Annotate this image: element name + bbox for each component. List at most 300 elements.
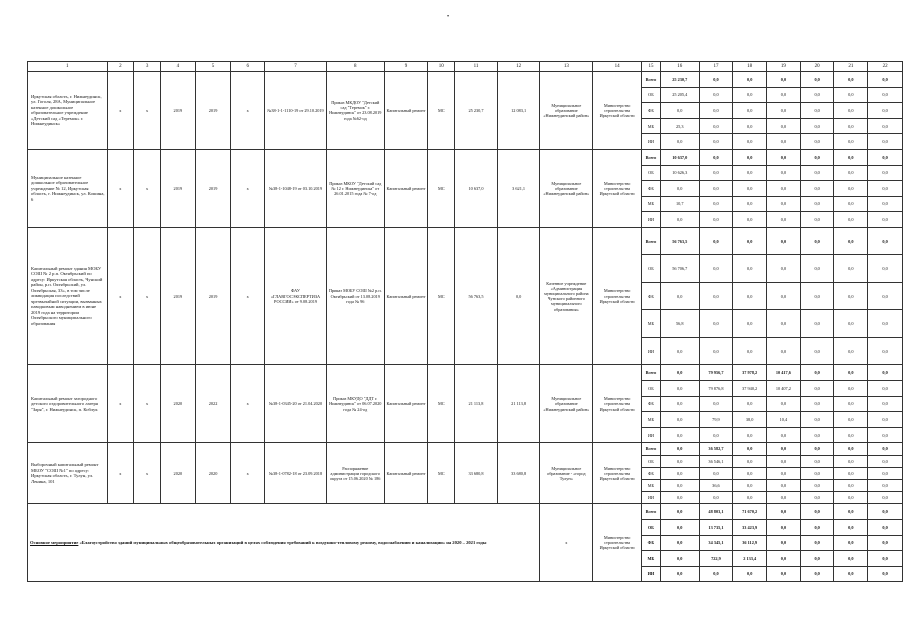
- funding-value: 0,0: [800, 535, 834, 551]
- funding-value: 0,0: [699, 149, 733, 165]
- funding-value: 0,0: [834, 227, 868, 255]
- funding-value: 37 940,2: [733, 381, 767, 397]
- funding-value: 0,0: [660, 282, 699, 310]
- funding-value: 10,4: [767, 412, 801, 428]
- funding-value: 0,0: [834, 103, 868, 119]
- funding-value: 0,0: [733, 310, 767, 338]
- funding-source: ОБ: [641, 455, 660, 467]
- object-c9: Капитальный ремонт: [384, 72, 428, 150]
- funding-source: ОБ: [641, 381, 660, 397]
- funding-value: 0,0: [767, 118, 801, 134]
- funding-value: 0,0: [767, 455, 801, 467]
- header-cell: 6: [231, 62, 265, 72]
- summary-row: [28, 504, 903, 520]
- object-c4: 2020: [160, 443, 195, 504]
- funding-value: 0,0: [733, 165, 767, 181]
- funding-value: 0,0: [733, 255, 767, 283]
- funding-value: 36 546,1: [699, 455, 733, 467]
- funding-value: 0,0: [868, 149, 903, 165]
- funding-value: 0,0: [767, 492, 801, 504]
- funding-value: 0,0: [834, 212, 868, 228]
- header-cell: 5: [195, 62, 231, 72]
- object-c8: Распоряжение администрации городского округа от 15.06.2020 № 186: [326, 443, 384, 504]
- funding-value: 56 763,5: [660, 227, 699, 255]
- funding-value: 36,6: [699, 479, 733, 491]
- funding-value: 0,0: [699, 103, 733, 119]
- funding-value: 0,0: [800, 181, 834, 197]
- object-name: Капитальный ремонт загородного детского оздоровительного лагеря "Заря", г. Нижнеудинск, п. Коблук: [28, 365, 108, 443]
- funding-value: 722,9: [699, 551, 733, 567]
- funding-value: 0,0: [767, 181, 801, 197]
- funding-value: 0,0: [660, 566, 699, 582]
- header-cell: 4: [160, 62, 195, 72]
- funding-value: 0,0: [834, 492, 868, 504]
- funding-value: 0,0: [800, 87, 834, 103]
- funding-value: 0,0: [699, 87, 733, 103]
- funding-value: 0,0: [699, 396, 733, 412]
- funding-value: 0,0: [699, 282, 733, 310]
- program-table: [27, 61, 903, 582]
- funding-value: 0,0: [834, 87, 868, 103]
- funding-value: 0,0: [733, 282, 767, 310]
- funding-value: 0,0: [660, 455, 699, 467]
- object-c4: 2019: [160, 149, 195, 227]
- funding-value: 56,8: [660, 310, 699, 338]
- funding-value: 0,0: [767, 72, 801, 88]
- object-c11: 10 637,0: [455, 149, 498, 227]
- funding-value: 0,0: [834, 551, 868, 567]
- funding-value: 0,0: [868, 455, 903, 467]
- funding-value: 0,0: [868, 212, 903, 228]
- funding-value: 0,0: [767, 467, 801, 479]
- funding-value: 0,0: [834, 566, 868, 582]
- object-c3: х: [134, 365, 161, 443]
- object-c9: Капитальный ремонт: [384, 365, 428, 443]
- funding-value: 0,0: [800, 134, 834, 150]
- funding-value: 0,0: [699, 310, 733, 338]
- funding-value: 0,0: [834, 381, 868, 397]
- funding-value: 0,0: [699, 337, 733, 365]
- funding-value: 0,0: [800, 118, 834, 134]
- funding-value: 0,0: [868, 196, 903, 212]
- funding-value: 0,0: [834, 479, 868, 491]
- object-c3: х: [134, 72, 161, 150]
- funding-value: 0,0: [660, 535, 699, 551]
- funding-value: 0,0: [800, 519, 834, 535]
- funding-value: 0,0: [767, 196, 801, 212]
- funding-value: 0,0: [660, 381, 699, 397]
- object-c10: МС: [428, 443, 455, 504]
- funding-value: 0,0: [868, 427, 903, 443]
- funding-value: 0,0: [800, 72, 834, 88]
- funding-value: 0,0: [868, 551, 903, 567]
- funding-value: 0,0: [660, 479, 699, 491]
- funding-value: 0,0: [733, 396, 767, 412]
- header-cell: 7: [265, 62, 327, 72]
- funding-value: 0,0: [733, 149, 767, 165]
- object-c6: х: [231, 72, 265, 150]
- funding-value: 0,0: [868, 72, 903, 88]
- funding-source: ОБ: [641, 165, 660, 181]
- object-c11: 25 230,7: [455, 72, 498, 150]
- funding-source: ИИ: [641, 427, 660, 443]
- header-cell: 22: [868, 62, 903, 72]
- funding-value: 0,0: [767, 165, 801, 181]
- funding-value: 0,0: [699, 427, 733, 443]
- object-c8: Приказ МКУДО "ДДТ г. Нижнеудинск" от 06.07.2020 года № 24-од: [326, 365, 384, 443]
- funding-value: 0,0: [699, 492, 733, 504]
- funding-value: 0,0: [800, 365, 834, 381]
- funding-source: ФБ: [641, 535, 660, 551]
- funding-value: 0,0: [767, 227, 801, 255]
- funding-value: 0,0: [800, 103, 834, 119]
- funding-value: 0,0: [834, 196, 868, 212]
- funding-source: ОБ: [641, 519, 660, 535]
- funding-value: 0,0: [834, 134, 868, 150]
- funding-value: 0,0: [660, 551, 699, 567]
- object-c10: МС: [428, 72, 455, 150]
- funding-source: ИИ: [641, 212, 660, 228]
- funding-value: 0,0: [767, 337, 801, 365]
- funding-value: 0,0: [868, 165, 903, 181]
- funding-value: 0,0: [868, 310, 903, 338]
- funding-value: 0,0: [800, 310, 834, 338]
- funding-source: ФБ: [641, 396, 660, 412]
- funding-value: 0,0: [699, 566, 733, 582]
- header-cell: 18: [733, 62, 767, 72]
- funding-value: 0,0: [800, 479, 834, 491]
- funding-value: 0,0: [868, 519, 903, 535]
- object-name: Выборочный капитальный ремонт МБОУ "СОШ №1" по адресу: Иркутская область, г. Тулун, ул. Ленина, 101: [28, 443, 108, 504]
- funding-value: 0,0: [868, 337, 903, 365]
- object-c14: Министерство строительства Иркутской области: [593, 149, 642, 227]
- funding-value: 0,0: [800, 427, 834, 443]
- header-cell: 3: [134, 62, 161, 72]
- funding-value: 56 706,7: [660, 255, 699, 283]
- table-row: [28, 365, 903, 381]
- funding-value: 79 876,8: [699, 381, 733, 397]
- object-c9: Капитальный ремонт: [384, 227, 428, 365]
- funding-value: 0,0: [800, 282, 834, 310]
- object-c4: 2020: [160, 365, 195, 443]
- object-c6: х: [231, 227, 265, 365]
- funding-value: 0,0: [660, 337, 699, 365]
- funding-value: 0,0: [868, 566, 903, 582]
- funding-value: 0,0: [834, 337, 868, 365]
- funding-value: 0,0: [800, 196, 834, 212]
- header-cell: 16: [660, 62, 699, 72]
- object-c10: МС: [428, 227, 455, 365]
- funding-value: 0,0: [767, 535, 801, 551]
- funding-value: 0,0: [868, 479, 903, 491]
- funding-value: 25,3: [660, 118, 699, 134]
- object-c6: х: [231, 149, 265, 227]
- funding-value: 0,0: [834, 412, 868, 428]
- funding-value: 0,0: [800, 455, 834, 467]
- funding-value: 0,0: [767, 134, 801, 150]
- funding-value: 0,0: [733, 212, 767, 228]
- object-c6: х: [231, 443, 265, 504]
- funding-value: 0,0: [834, 504, 868, 520]
- funding-value: 0,0: [800, 467, 834, 479]
- funding-value: 0,0: [868, 412, 903, 428]
- funding-value: 0,0: [767, 479, 801, 491]
- funding-value: 10 626,3: [660, 165, 699, 181]
- funding-value: 79,9: [699, 412, 733, 428]
- funding-value: 0,0: [767, 566, 801, 582]
- funding-value: 0,0: [699, 467, 733, 479]
- funding-value: 0,0: [834, 365, 868, 381]
- funding-source: МБ: [641, 551, 660, 567]
- funding-value: 10 417,6: [767, 365, 801, 381]
- funding-value: 0,0: [834, 282, 868, 310]
- funding-value: 0,0: [767, 310, 801, 338]
- header-cell: 20: [800, 62, 834, 72]
- object-c8: Приказ МОБУ СОШ №2 р.п. Октябрьский от 13.08.2019 года № 96: [326, 227, 384, 365]
- funding-value: 0,0: [733, 467, 767, 479]
- object-c12: 33 680,8: [497, 443, 540, 504]
- object-name: Муниципальное казенное дошкольное образовательное учреждение № 12, Иркутская область, г. Нижнеудинск, ул. Кошина, 6: [28, 149, 108, 227]
- header-cell: 12: [497, 62, 540, 72]
- funding-value: 0,0: [767, 103, 801, 119]
- object-c13: Муниципальное образование «Нижнеудинский район»: [540, 72, 593, 150]
- funding-value: 0,0: [868, 443, 903, 455]
- funding-source: ИИ: [641, 566, 660, 582]
- funding-value: 79 956,7: [699, 365, 733, 381]
- funding-value: 0,0: [660, 181, 699, 197]
- funding-source: ИИ: [641, 492, 660, 504]
- funding-value: 0,0: [699, 72, 733, 88]
- funding-value: 0,0: [868, 467, 903, 479]
- funding-value: 0,0: [733, 181, 767, 197]
- object-c7: №38-1-1048-19 от 03.10.2019: [265, 149, 327, 227]
- object-c7: №38-1-0345-20 от 21.04.2020: [265, 365, 327, 443]
- funding-value: 0,0: [733, 196, 767, 212]
- funding-value: 0,0: [800, 227, 834, 255]
- funding-source: ОБ: [641, 255, 660, 283]
- funding-source: МБ: [641, 412, 660, 428]
- funding-value: 0,0: [868, 381, 903, 397]
- object-c12: 21 113,8: [497, 365, 540, 443]
- header-cell: 14: [593, 62, 642, 72]
- funding-value: 0,0: [660, 212, 699, 228]
- object-c7: №38-1-1-1110-19 от 29.10.2019: [265, 72, 327, 150]
- funding-value: 0,0: [834, 443, 868, 455]
- object-name: Капитальный ремонт здания МОБУ СОШ № 2 р.п. Октябрьский по адресу: Иркутская область, Чунский район, р.п. Октябрьский, ул. Октябрьская, 33», в том числе ликвидация последствий чрезвычайной ситуации, вызванных паводковым наводнением в июне 2019 года на территории Октябрьского муниципального образования: [28, 227, 108, 365]
- funding-value: 0,0: [733, 492, 767, 504]
- funding-value: 0,0: [767, 551, 801, 567]
- funding-value: 10,7: [660, 196, 699, 212]
- object-c11: 21 113,8: [455, 365, 498, 443]
- funding-value: 0,0: [868, 87, 903, 103]
- funding-value: 0,0: [800, 165, 834, 181]
- object-c7: ФАУ «ГЛАВГОСЭКСПЕРТИЗА РОССИИ» от 9.08.2019: [265, 227, 327, 365]
- funding-value: 0,0: [800, 337, 834, 365]
- summary-title: [28, 504, 540, 582]
- funding-value: 48 803,1: [699, 504, 733, 520]
- summary-c13: х: [540, 504, 593, 582]
- funding-source: ФБ: [641, 103, 660, 119]
- funding-value: 0,0: [733, 134, 767, 150]
- funding-value: 0,0: [834, 427, 868, 443]
- funding-value: 0,0: [868, 255, 903, 283]
- funding-source: МБ: [641, 479, 660, 491]
- object-c12: 12 083,1: [497, 72, 540, 150]
- table-row: [28, 227, 903, 255]
- funding-value: 0,0: [660, 365, 699, 381]
- header-cell: 13: [540, 62, 593, 72]
- funding-value: 0,0: [733, 455, 767, 467]
- funding-value: 0,0: [699, 196, 733, 212]
- object-c10: МС: [428, 149, 455, 227]
- funding-value: 0,0: [767, 212, 801, 228]
- object-c5: 2019: [195, 72, 231, 150]
- object-c5: 2020: [195, 443, 231, 504]
- funding-value: 0,0: [868, 535, 903, 551]
- funding-source: МБ: [641, 118, 660, 134]
- object-c5: 2022: [195, 365, 231, 443]
- object-c8: Приказ МКОУ "Детский сад № 12 г. Нижнеудинска" от 26.01.2015 года № 7-од: [326, 149, 384, 227]
- funding-source: Всего: [641, 504, 660, 520]
- funding-value: 0,0: [660, 467, 699, 479]
- object-c3: х: [134, 227, 161, 365]
- funding-value: 13 735,1: [699, 519, 733, 535]
- funding-value: 0,0: [733, 427, 767, 443]
- object-c2: х: [107, 72, 134, 150]
- funding-value: 0,0: [699, 134, 733, 150]
- funding-value: 0,0: [699, 212, 733, 228]
- table-row: [28, 149, 903, 165]
- funding-value: 0,0: [868, 103, 903, 119]
- funding-value: 36 582,7: [699, 443, 733, 455]
- object-c9: Капитальный ремонт: [384, 443, 428, 504]
- funding-value: 0,0: [660, 134, 699, 150]
- header-cell: 21: [834, 62, 868, 72]
- object-c3: х: [134, 443, 161, 504]
- funding-value: 34 345,1: [699, 535, 733, 551]
- header-row: [28, 62, 903, 72]
- funding-value: 0,0: [733, 118, 767, 134]
- funding-value: 0,0: [733, 103, 767, 119]
- funding-value: 0,0: [834, 181, 868, 197]
- funding-value: 0,0: [699, 181, 733, 197]
- summary-title-rest: «Благоустройство зданий муниципальных общеобразовательных организаций в целях соблюдения требований к воздушно-тепловому режиму, водоснабжению и канализации» на 2020 – 2021 годы: [78, 540, 487, 546]
- funding-value: 0,0: [767, 443, 801, 455]
- header-cell: 17: [699, 62, 733, 72]
- funding-value: 33 423,9: [733, 519, 767, 535]
- funding-value: 0,0: [699, 165, 733, 181]
- funding-value: 0,0: [834, 255, 868, 283]
- funding-value: 0,0: [660, 443, 699, 455]
- funding-value: 10 637,0: [660, 149, 699, 165]
- funding-value: 0,0: [868, 118, 903, 134]
- object-c13: Муниципальное образование - «город Тулун»: [540, 443, 593, 504]
- header-cell: 10: [428, 62, 455, 72]
- funding-value: 0,0: [868, 134, 903, 150]
- funding-value: 0,0: [834, 118, 868, 134]
- funding-value: 0,0: [800, 396, 834, 412]
- funding-value: 0,0: [868, 282, 903, 310]
- funding-value: 0,0: [733, 337, 767, 365]
- funding-value: 0,0: [834, 72, 868, 88]
- funding-value: 0,0: [733, 72, 767, 88]
- table-row: [28, 72, 903, 88]
- funding-value: 25 205,4: [660, 87, 699, 103]
- object-c13: Казенное учреждение «Администрация муниципального района Чунского районного муниципального образования»: [540, 227, 593, 365]
- funding-value: 0,0: [733, 566, 767, 582]
- object-c2: х: [107, 443, 134, 504]
- funding-value: 0,0: [660, 504, 699, 520]
- funding-source: Всего: [641, 72, 660, 88]
- funding-value: 0,0: [868, 504, 903, 520]
- object-c2: х: [107, 149, 134, 227]
- funding-value: 0,0: [868, 492, 903, 504]
- funding-value: 0,0: [800, 504, 834, 520]
- funding-value: 25 230,7: [660, 72, 699, 88]
- funding-value: 0,0: [733, 87, 767, 103]
- funding-value: 0,0: [834, 165, 868, 181]
- header-cell: 2: [107, 62, 134, 72]
- header-cell: 11: [455, 62, 498, 72]
- funding-value: 0,0: [699, 255, 733, 283]
- object-c5: 2019: [195, 149, 231, 227]
- funding-value: 0,0: [733, 443, 767, 455]
- header-cell: 9: [384, 62, 428, 72]
- funding-value: 2 133,4: [733, 551, 767, 567]
- object-c14: Министерство строительства Иркутской области: [593, 227, 642, 365]
- header-cell: 19: [767, 62, 801, 72]
- funding-value: 0,0: [800, 551, 834, 567]
- funding-value: 0,0: [660, 519, 699, 535]
- funding-source: ФБ: [641, 282, 660, 310]
- object-c2: х: [107, 227, 134, 365]
- funding-source: ИИ: [641, 337, 660, 365]
- summary-title-underlined: Основное мероприятие: [30, 540, 79, 546]
- object-c9: Капитальный ремонт: [384, 149, 428, 227]
- funding-value: 0,0: [767, 282, 801, 310]
- funding-value: 0,0: [767, 519, 801, 535]
- funding-value: 0,0: [800, 149, 834, 165]
- funding-value: 0,0: [800, 443, 834, 455]
- funding-value: 0,0: [660, 492, 699, 504]
- funding-value: 0,0: [834, 467, 868, 479]
- funding-source: ФБ: [641, 181, 660, 197]
- funding-value: 0,0: [800, 255, 834, 283]
- table-row: [28, 443, 903, 455]
- object-c14: Министерство строительства Иркутской области: [593, 72, 642, 150]
- funding-value: 0,0: [660, 412, 699, 428]
- funding-value: 0,0: [660, 427, 699, 443]
- funding-value: 0,0: [767, 504, 801, 520]
- funding-value: 0,0: [767, 396, 801, 412]
- object-name: Иркутская область, г. Нижнеудинск, ул. Гоголя, 28А, Муниципальное казенное дошкольное образовательное учреждение «Детский сад «Теремок» г. Нижнеудинск»: [28, 72, 108, 150]
- object-c13: Муниципальное образование «Нижнеудинский район»: [540, 149, 593, 227]
- funding-value: 0,0: [660, 103, 699, 119]
- funding-value: 0,0: [834, 310, 868, 338]
- funding-value: 36 112,9: [733, 535, 767, 551]
- funding-value: 0,0: [834, 519, 868, 535]
- funding-source: МБ: [641, 310, 660, 338]
- object-c4: 2019: [160, 227, 195, 365]
- funding-source: ФБ: [641, 467, 660, 479]
- object-c14: Министерство строительства Иркутской области: [593, 365, 642, 443]
- object-c14: Министерство строительства Иркутской области: [593, 443, 642, 504]
- funding-value: 0,0: [834, 396, 868, 412]
- object-c10: МС: [428, 365, 455, 443]
- object-c13: Муниципальное образование «Нижнеудинский район»: [540, 365, 593, 443]
- object-c11: 33 680,8: [455, 443, 498, 504]
- object-c6: х: [231, 365, 265, 443]
